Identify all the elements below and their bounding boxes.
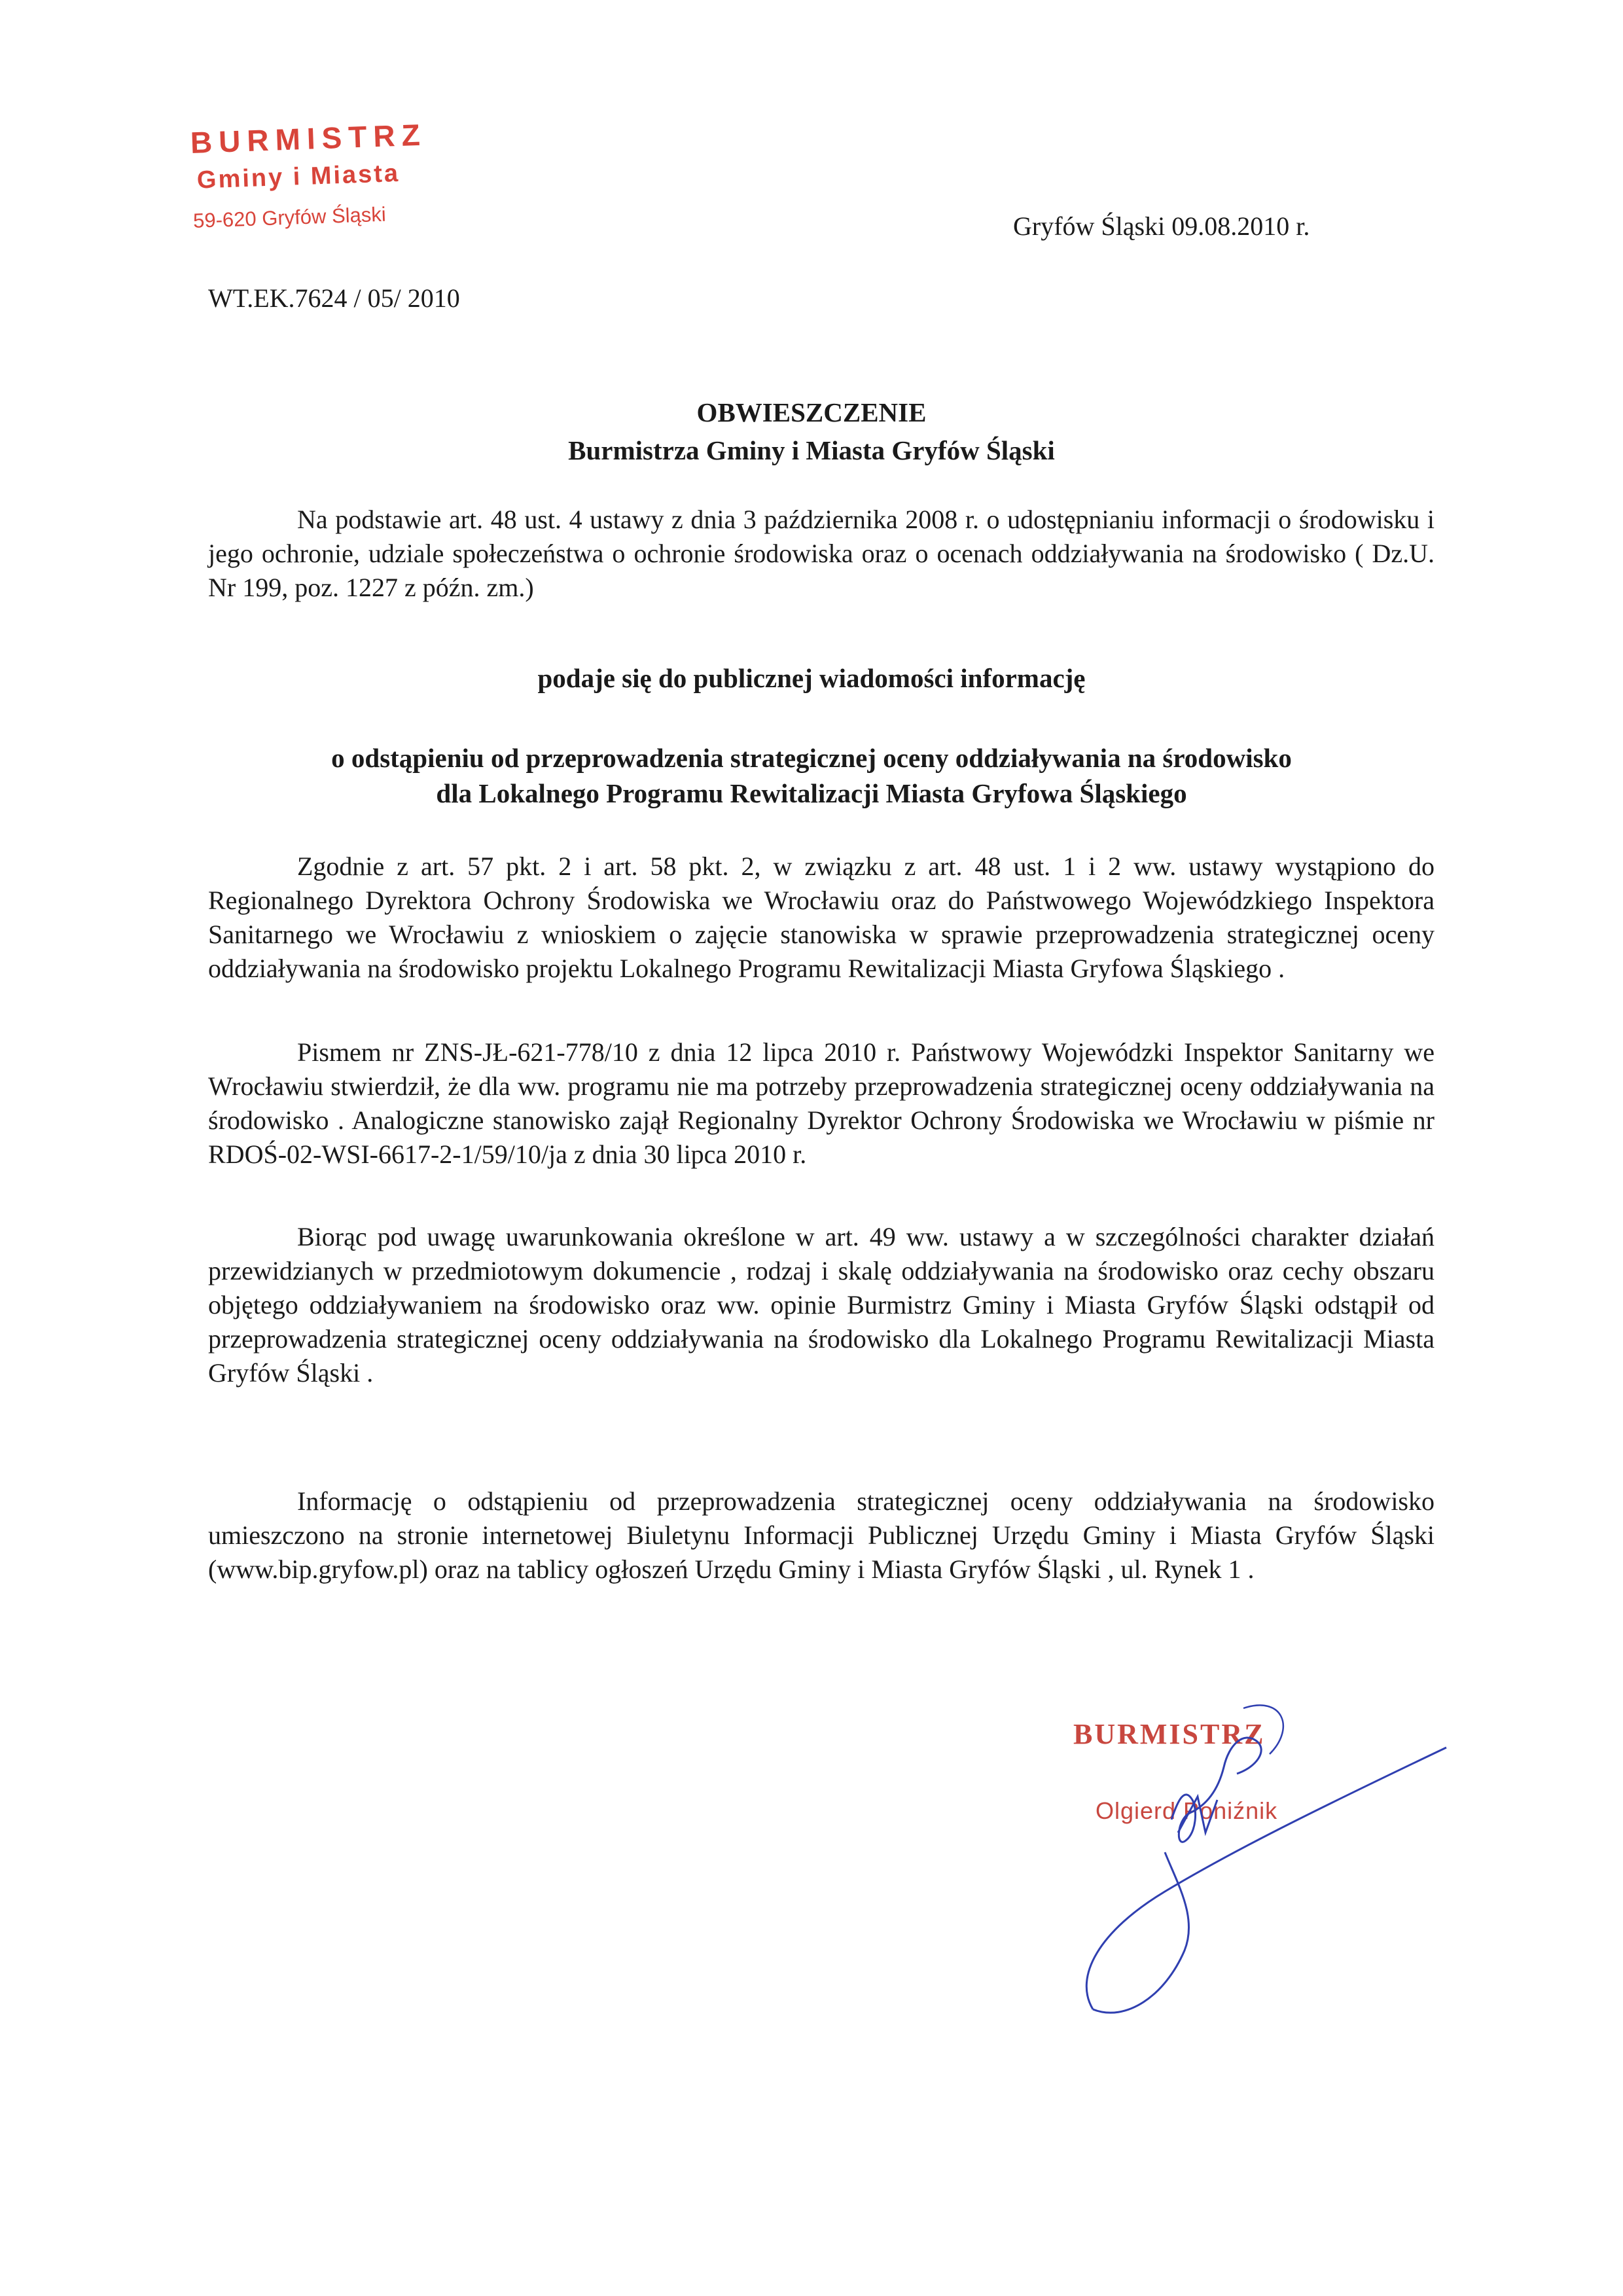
paragraph-2: Pismem nr ZNS-JŁ-621-778/10 z dnia 12 lipca 2010 r. Państwowy Wojewódzki Inspektor Sanitarny we Wrocławiu stwierdził, że dla ww. programu nie ma potrzeby przeprowadzenia strategicznej oceny oddziaływania na środowisko . Analogiczne stanowisko zajął Regionalny Dyrektor Ochrony Środowiska we Wrocławiu w piśmie nr RDOŚ-02-WSI-6617-2-1/59/10/ja z dnia 30 lipca 2010 r. [208, 1037, 1435, 1169]
stamp-title: BURMISTRZ [190, 117, 427, 160]
signature-stamp-name: Olgierd Poniźnik [1096, 1797, 1278, 1824]
reference-number: WT.EK.7624 / 05/ 2010 [208, 283, 460, 313]
announcement-line: podaje się do publicznej wiadomości informację [537, 663, 1086, 693]
paragraph-3: Biorąc pod uwagę uwarunkowania określone w art. 49 ww. ustawy a w szczególności charakter działań przewidzianych w przedmiotowym dokumencie , rodzaj i skalę oddziaływania na środowisko oraz cechy obszaru objętego oddziaływaniem na środowisko oraz ww. opinie Burmistrz Gminy i Miasta Gryfów Śląski odstąpił od przeprowadzenia strategicznej oceny oddziaływania na środowisko dla Lokalnego Programu Rewitalizacji Miasta Gryfów Śląski . [208, 1222, 1435, 1388]
stamp-line-address: 59-620 Gryfów Śląski [192, 202, 387, 232]
subject-line-2: dla Lokalnego Programu Rewitalizacji Miasta Gryfowa Śląskiego [436, 778, 1187, 808]
stamp-line-gminy: Gminy i Miasta [196, 159, 401, 194]
signature-stamp-title: BURMISTRZ [1073, 1718, 1266, 1750]
date-line: Gryfów Śląski 09.08.2010 r. [1013, 211, 1310, 241]
header-stamp [190, 113, 534, 242]
paragraph-1: Zgodnie z art. 57 pkt. 2 i art. 58 pkt. 2, w związku z art. 48 ust. 1 i 2 ww. ustawy wystąpiono do Regionalnego Dyrektora Ochrony Środowiska we Wrocławiu oraz do Państwowego Wojewódzkiego Inspektora Sanitarnego we Wrocławiu z wnioskiem o zajęcie stanowiska w sprawie przeprowadzenia strategicznej oceny oddziaływania na środowisko projektu Lokalnego Programu Rewitalizacji Miasta Gryfowa Śląskiego . [208, 852, 1435, 983]
paragraph-4: Informację o odstąpieniu od przeprowadzenia strategicznej oceny oddziaływania na środowisko umieszczono na stronie internetowej Biuletynu Informacji Publicznej Urzędu Gminy i Miasta Gryfów Śląski (www.bip.gryfow.pl) oraz na tablicy ogłoszeń Urzędu Gminy i Miasta Gryfów Śląski , ul. Rynek 1 . [208, 1486, 1435, 1584]
document-title: OBWIESZCZENIE [696, 397, 927, 427]
document-subtitle: Burmistrza Gminy i Miasta Gryfów Śląski [568, 435, 1055, 465]
intro-paragraph: Na podstawie art. 48 ust. 4 ustawy z dnia 3 października 2008 r. o udostępnianiu informacji o środowisku i jego ochronie, udziale społeczeństwa o ochronie środowiska oraz o ocenach oddziaływania na środowisko ( Dz.U. Nr 199, poz. 1227 z późn. zm.) [208, 505, 1435, 602]
handwritten-signature [1021, 1669, 1479, 2036]
subject-line-1: o odstąpieniu od przeprowadzenia strategicznej oceny oddziaływania na środowisko [331, 743, 1292, 773]
